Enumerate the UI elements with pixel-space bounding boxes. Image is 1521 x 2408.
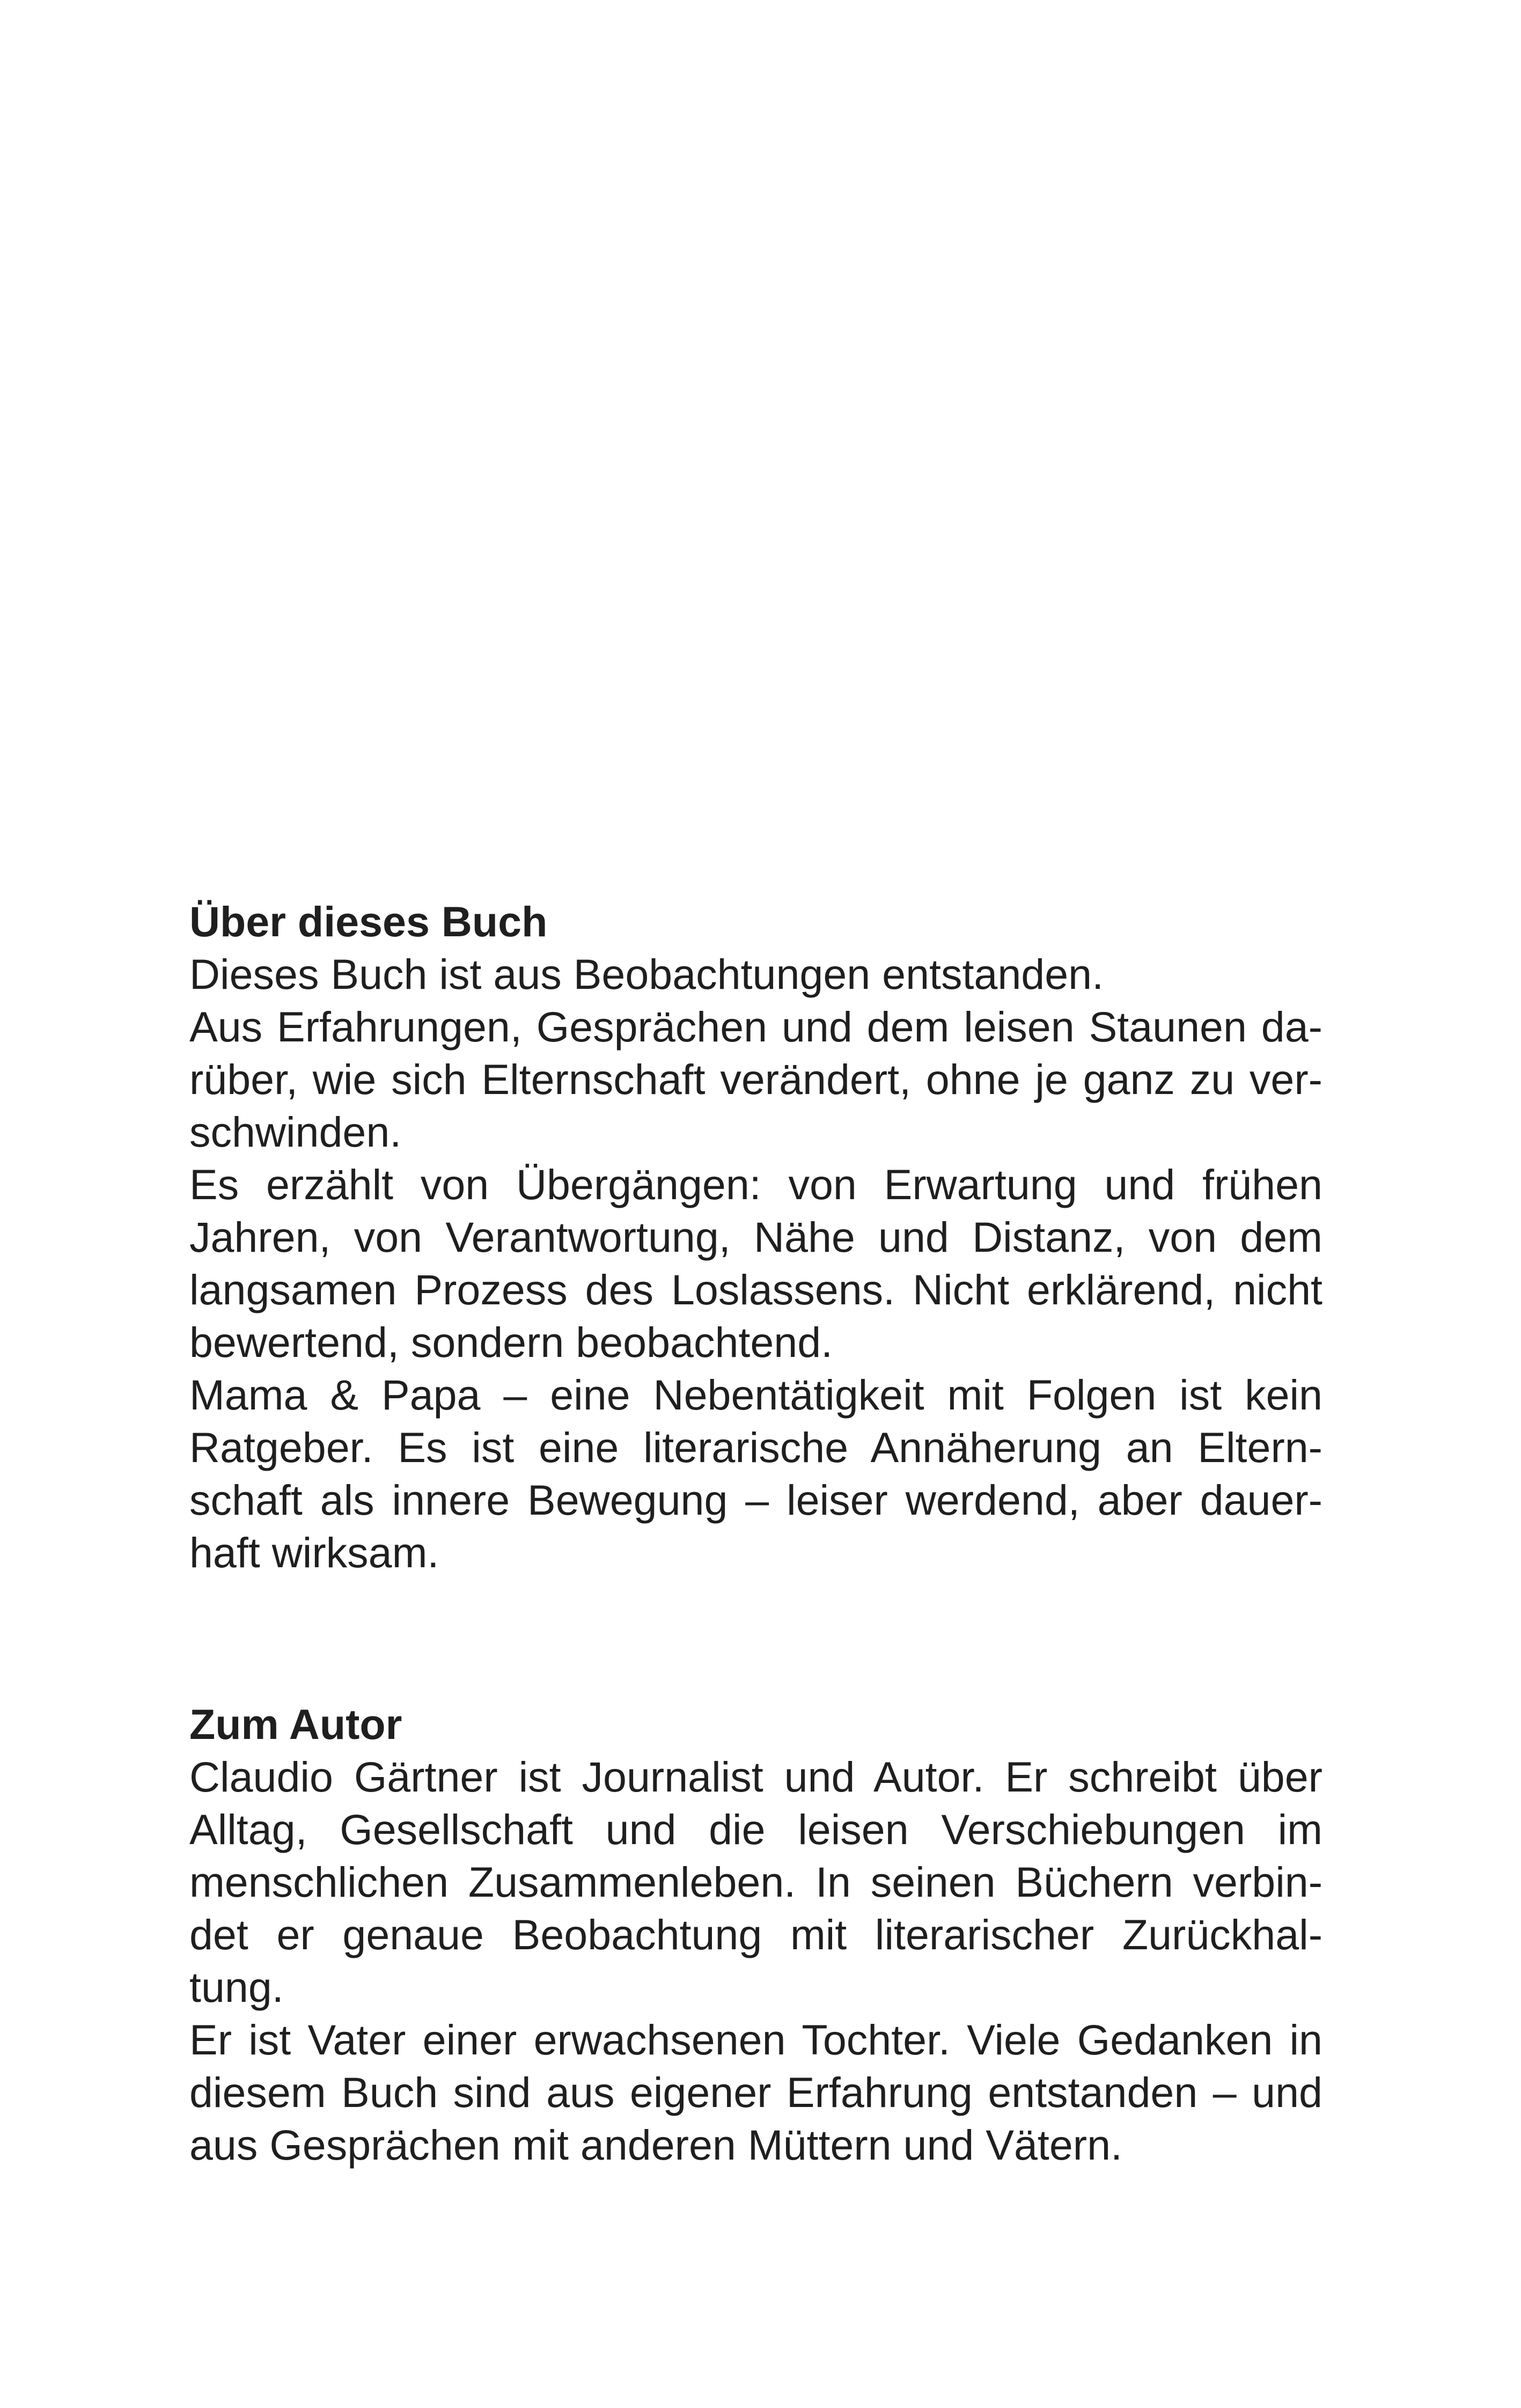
about-book-line: schaft als innere Bewegung – leiser werdend, aber dauer- bbox=[189, 1476, 1322, 1524]
about-book-line: Jahren, von Verantwortung, Nähe und Distanz, von dem bbox=[189, 1213, 1322, 1261]
about-book-line: schwinden. bbox=[189, 1108, 402, 1156]
about-author-line: det er genaue Beobachtung mit literarischer Zurückhal- bbox=[189, 1911, 1322, 1958]
about-book-line: Dieses Buch ist aus Beobachtungen entstanden. bbox=[189, 950, 1104, 998]
about-author-heading: Zum Autor bbox=[189, 1700, 402, 1748]
about-book-heading: Über dieses Buch bbox=[189, 898, 548, 945]
about-book-line: Ratgeber. Es ist eine literarische Annäherung an Eltern- bbox=[189, 1423, 1322, 1471]
about-author-line: Claudio Gärtner ist Journalist und Autor. Er schreibt über bbox=[189, 1753, 1322, 1801]
about-author-line: aus Gesprächen mit anderen Müttern und Vätern. bbox=[189, 2121, 1123, 2169]
about-book-line: Aus Erfahrungen, Gesprächen und dem leisen Staunen da- bbox=[189, 1003, 1322, 1051]
about-book-line: bewertend, sondern beobachtend. bbox=[189, 1318, 833, 1366]
about-author-line: diesem Buch sind aus eigener Erfahrung entstanden – und bbox=[189, 2068, 1322, 2116]
about-book-line: Es erzählt von Übergängen: von Erwartung und frühen bbox=[189, 1161, 1322, 1208]
about-book-line: Mama & Papa – eine Nebentätigkeit mit Folgen ist kein bbox=[189, 1371, 1322, 1419]
about-author-line: Er ist Vater einer erwachsenen Tochter. Viele Gedanken in bbox=[189, 2016, 1322, 2064]
about-author-section bbox=[189, 1698, 1322, 2171]
about-author-line: menschlichen Zusammenleben. In seinen Büchern verbin- bbox=[189, 1858, 1322, 1906]
about-author-line: Alltag, Gesellschaft und die leisen Verschiebungen im bbox=[189, 1805, 1322, 1853]
about-book-section bbox=[189, 895, 1322, 1579]
about-book-line: rüber, wie sich Elternschaft verändert, ohne je ganz zu ver- bbox=[189, 1055, 1322, 1103]
about-author-line: tung. bbox=[189, 1963, 284, 2011]
about-book-line: haft wirksam. bbox=[189, 1529, 439, 1576]
about-book-line: langsamen Prozess des Loslassens. Nicht erklärend, nicht bbox=[189, 1266, 1322, 1313]
